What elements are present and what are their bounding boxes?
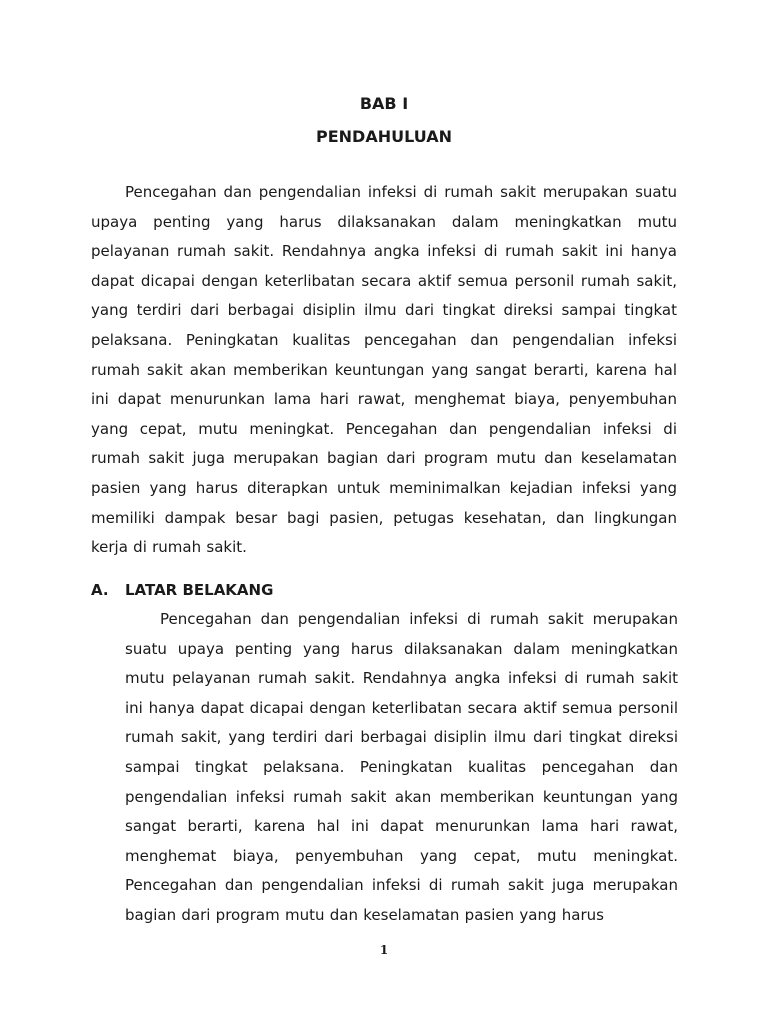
section-heading [91, 578, 677, 602]
section-letter: A. [91, 581, 109, 599]
intro-paragraph: Pencegahan dan pengendalian infeksi di rumah sakit merupakan suatu upaya penting yang harus dilaksanakan dalam meningkatkan mutu pelayanan rumah sakit. Rendahnya angka infeksi di rumah sakit ini hanya dapat dicapai dengan keterlibatan secara aktif semua personil rumah sakit, yang terdiri dari berbagai disiplin ilmu dari tingkat direksi sampai tingkat pelaksana. Peningkatan kualitas pencegahan dan pengendalian infeksi rumah sakit akan memberikan keuntungan yang sangat berarti, karena hal ini dapat menurunkan lama hari rawat, menghemat biaya, penyembuhan yang cepat, mutu meningkat. Pencegahan dan pengendalian infeksi di rumah sakit juga merupakan bagian dari program mutu dan keselamatan pasien yang harus diterapkan untuk meminimalkan kejadian infeksi yang memiliki dampak besar bagi pasien, petugas kesehatan, dan lingkungan kerja di rumah sakit. [91, 183, 677, 557]
chapter-number: BAB I [359, 94, 409, 113]
section-heading-text: LATAR BELAKANG [125, 581, 274, 599]
page-number: 1 [379, 943, 389, 957]
section-paragraph: Pencegahan dan pengendalian infeksi di rumah sakit merupakan suatu upaya penting yang harus dilaksanakan dalam meningkatkan mutu pelayanan rumah sakit. Rendahnya angka infeksi di rumah sakit ini hanya dapat dicapai dengan keterlibatan secara aktif semua personil rumah sakit, yang terdiri dari berbagai disiplin ilmu dari tingkat direksi sampai tingkat pelaksana. Peningkatan kualitas pencegahan dan pengendalian infeksi rumah sakit akan memberikan keuntungan yang sangat berarti, karena hal ini dapat menurunkan lama hari rawat, menghemat biaya, penyembuhan yang cepat, mutu meningkat. Pencegahan dan pengendalian infeksi di rumah sakit juga merupakan bagian dari program mutu dan keselamatan pasien yang harus [125, 610, 678, 924]
chapter-title: PENDAHULUAN [316, 127, 452, 146]
